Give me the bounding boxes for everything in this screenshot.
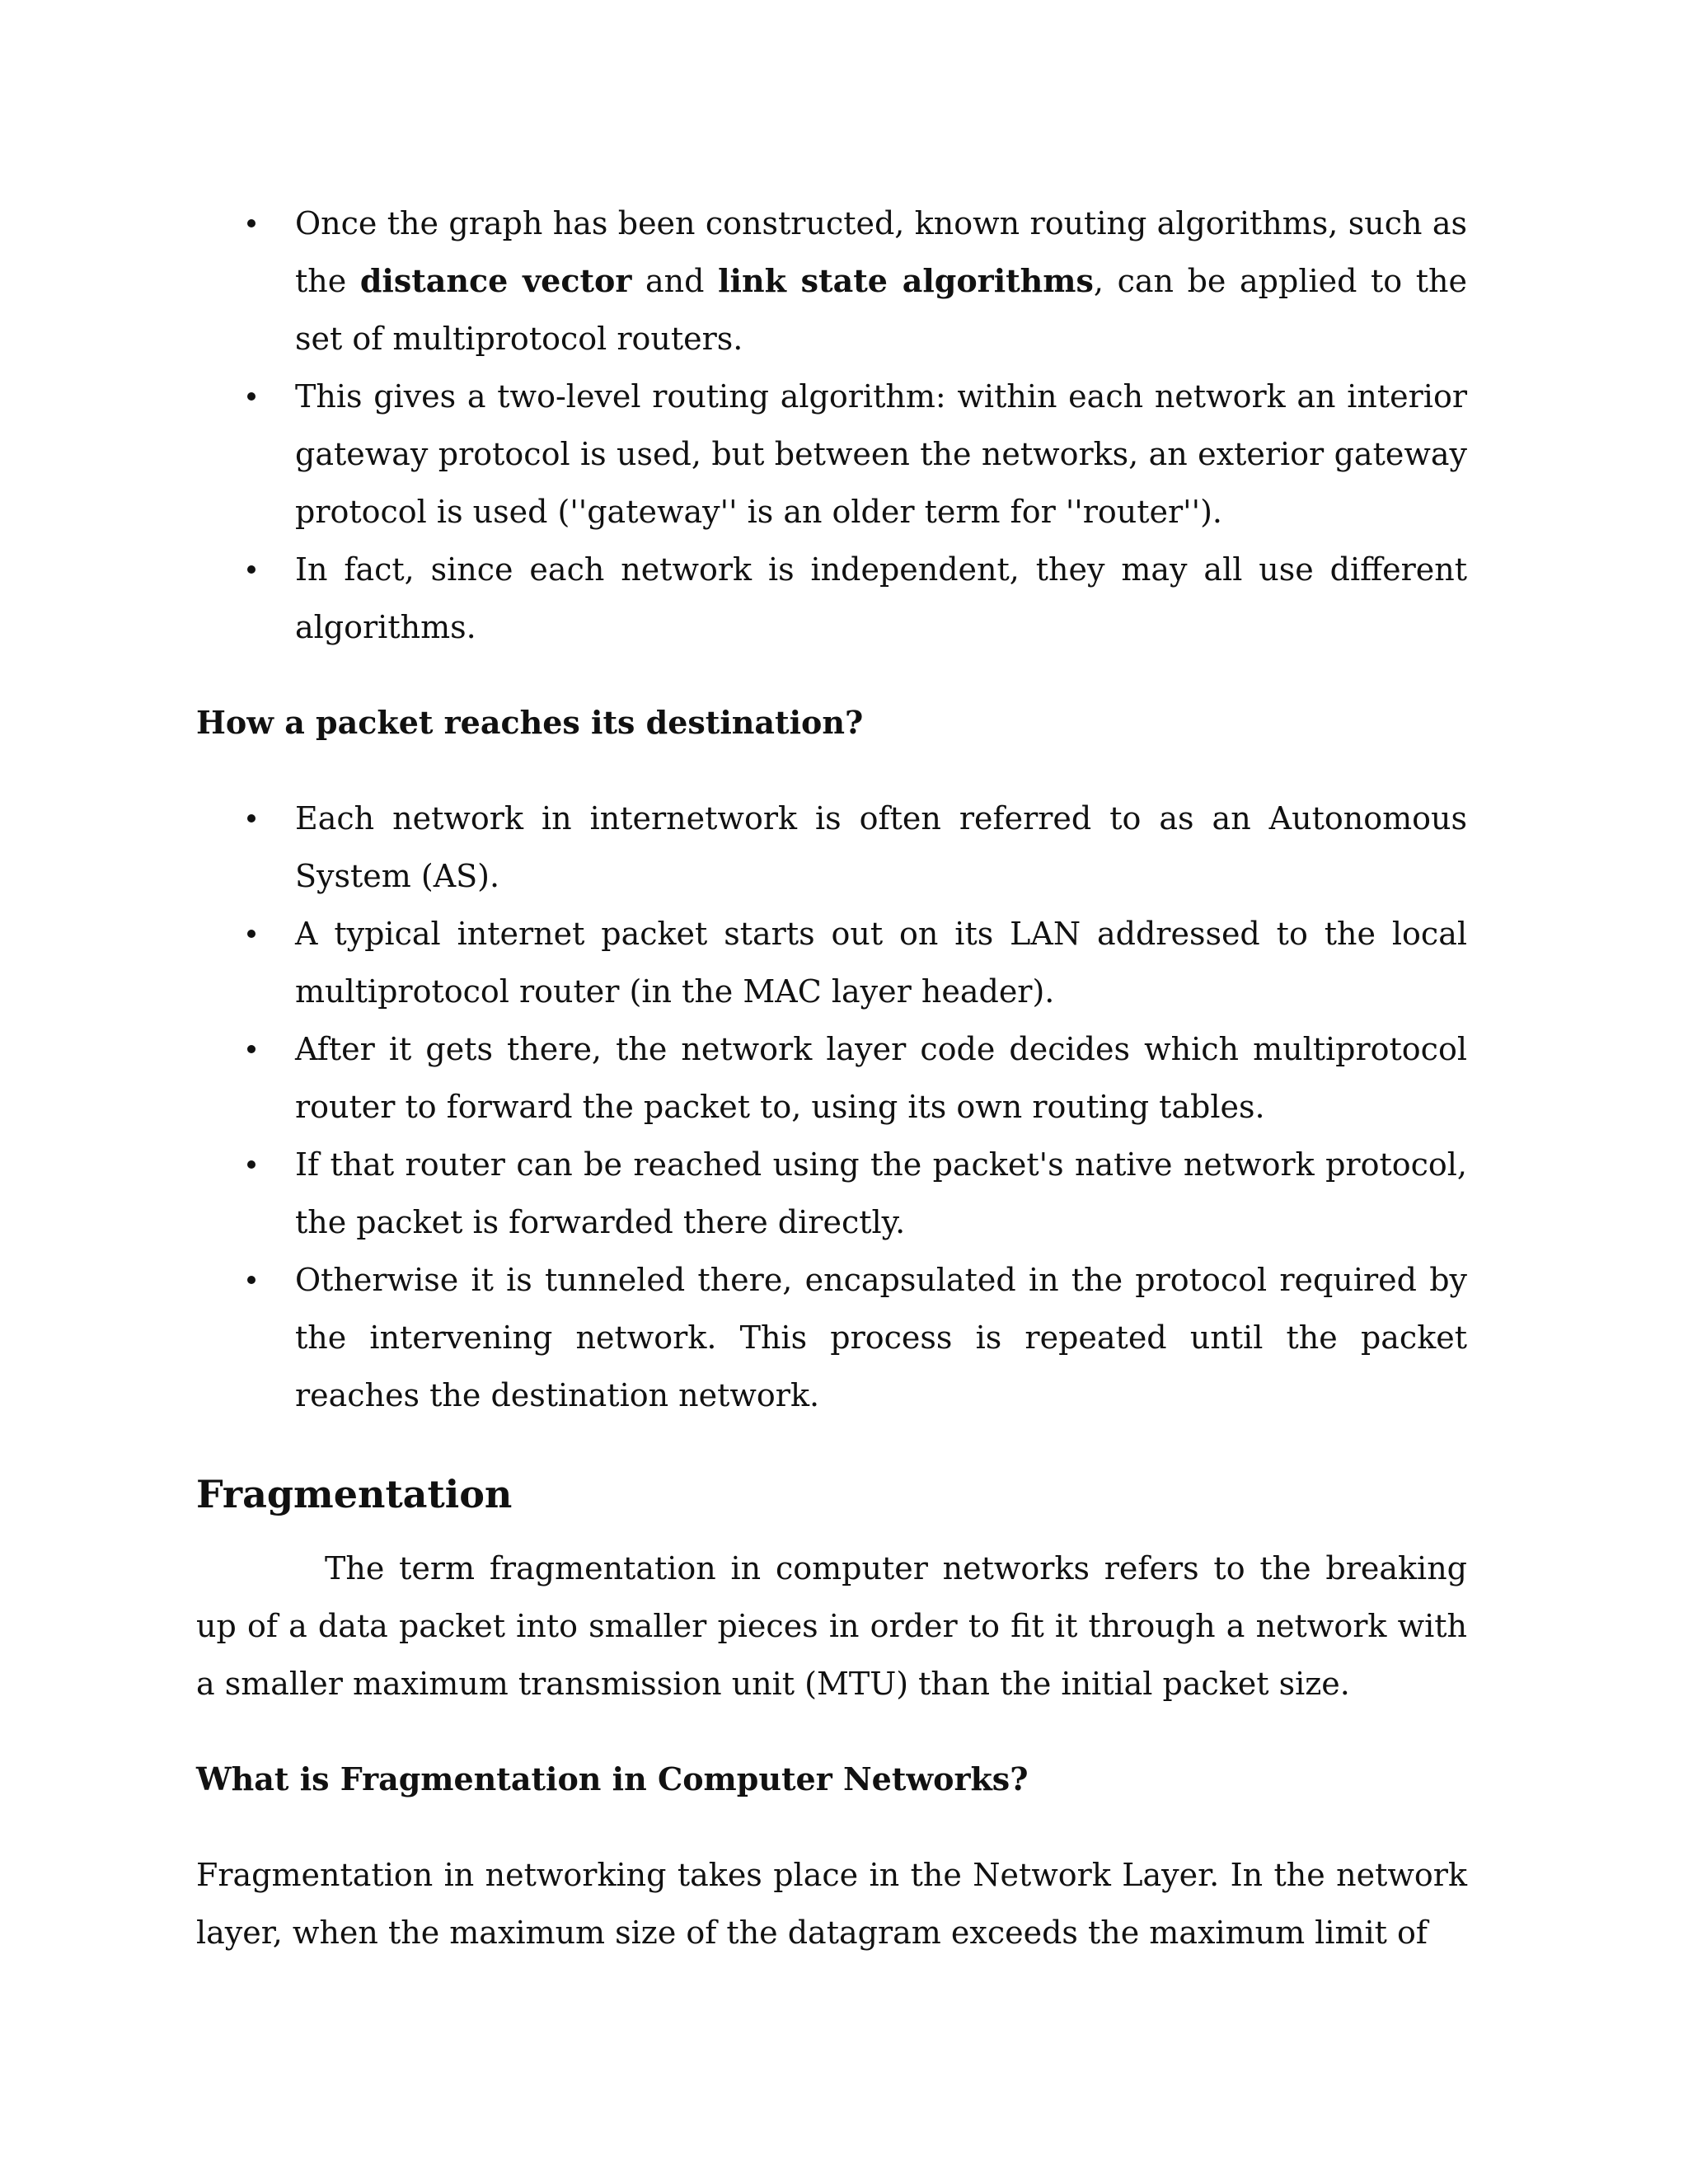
bullet-text: , can be applied to the set of multiprotocol routers. xyxy=(295,263,1468,357)
list-item xyxy=(196,790,1467,905)
bullet-icon xyxy=(247,930,256,938)
bold-term-link-state: link state algorithms xyxy=(718,262,1094,299)
document-content xyxy=(196,194,1467,1961)
bullet-text: After it gets there, the network layer code decides which multiprotocol router to forward the packet to, using its own routing tables. xyxy=(295,1031,1467,1125)
network-layer-paragraph: Fragmentation in networking takes place in the Network Layer. In the network layer, when the maximum size of the datagram exceeds the maximum limit of xyxy=(196,1857,1467,1951)
bullet-icon xyxy=(247,1160,256,1169)
bullet-icon xyxy=(247,219,256,227)
list-item xyxy=(196,1251,1467,1424)
fragmentation-paragraph: The term fragmentation in computer networks refers to the breaking up of a data packet into smaller pieces in order to fit it through a network with a smaller maximum transmission unit (MTU) than the initial packet size. xyxy=(196,1550,1467,1702)
bullet-text: If that router can be reached using the packet's native network protocol, the packet is forwarded there directly. xyxy=(295,1146,1467,1240)
list-item xyxy=(196,541,1467,656)
list-item xyxy=(196,1020,1467,1136)
packet-bullet-list xyxy=(196,790,1467,1424)
bullet-icon xyxy=(247,1276,256,1284)
list-item xyxy=(196,1136,1467,1251)
list-item xyxy=(196,368,1467,541)
section-heading-packet-destination: How a packet reaches its destination? xyxy=(196,704,864,741)
bullet-text: Otherwise it is tunneled there, encapsulated in the protocol required by the intervening network. This process is repeated until the packet reaches the destination network. xyxy=(295,1262,1467,1413)
bullet-icon xyxy=(247,392,256,401)
section-heading-what-is-fragmentation: What is Fragmentation in Computer Networks? xyxy=(196,1760,1029,1797)
bullet-text: A typical internet packet starts out on its LAN addressed to the local multiprotocol router (in the MAC layer header). xyxy=(295,916,1467,1010)
list-item xyxy=(196,905,1467,1020)
bold-term-distance-vector: distance vector xyxy=(359,262,632,299)
bullet-icon xyxy=(247,565,256,574)
bullet-text: Once the graph has been constructed, known routing algorithms, such as the xyxy=(295,205,1467,299)
bullet-text: In fact, since each network is independent, they may all use different algorithms. xyxy=(295,551,1467,645)
bullet-icon xyxy=(247,1045,256,1053)
bullet-text: This gives a two-level routing algorithm: within each network an interior gateway protocol is used, but between the networks, an exterior gateway protocol is used (''gateway'' is an older term for ''router''). xyxy=(295,378,1467,530)
section-heading-fragmentation: Fragmentation xyxy=(196,1472,513,1516)
list-item xyxy=(196,194,1467,368)
bullet-text: and xyxy=(631,263,719,299)
bullet-icon xyxy=(247,814,256,823)
bullet-text: Each network in internetwork is often referred to as an Autonomous System (AS). xyxy=(295,800,1467,894)
routing-bullet-list xyxy=(196,194,1467,656)
